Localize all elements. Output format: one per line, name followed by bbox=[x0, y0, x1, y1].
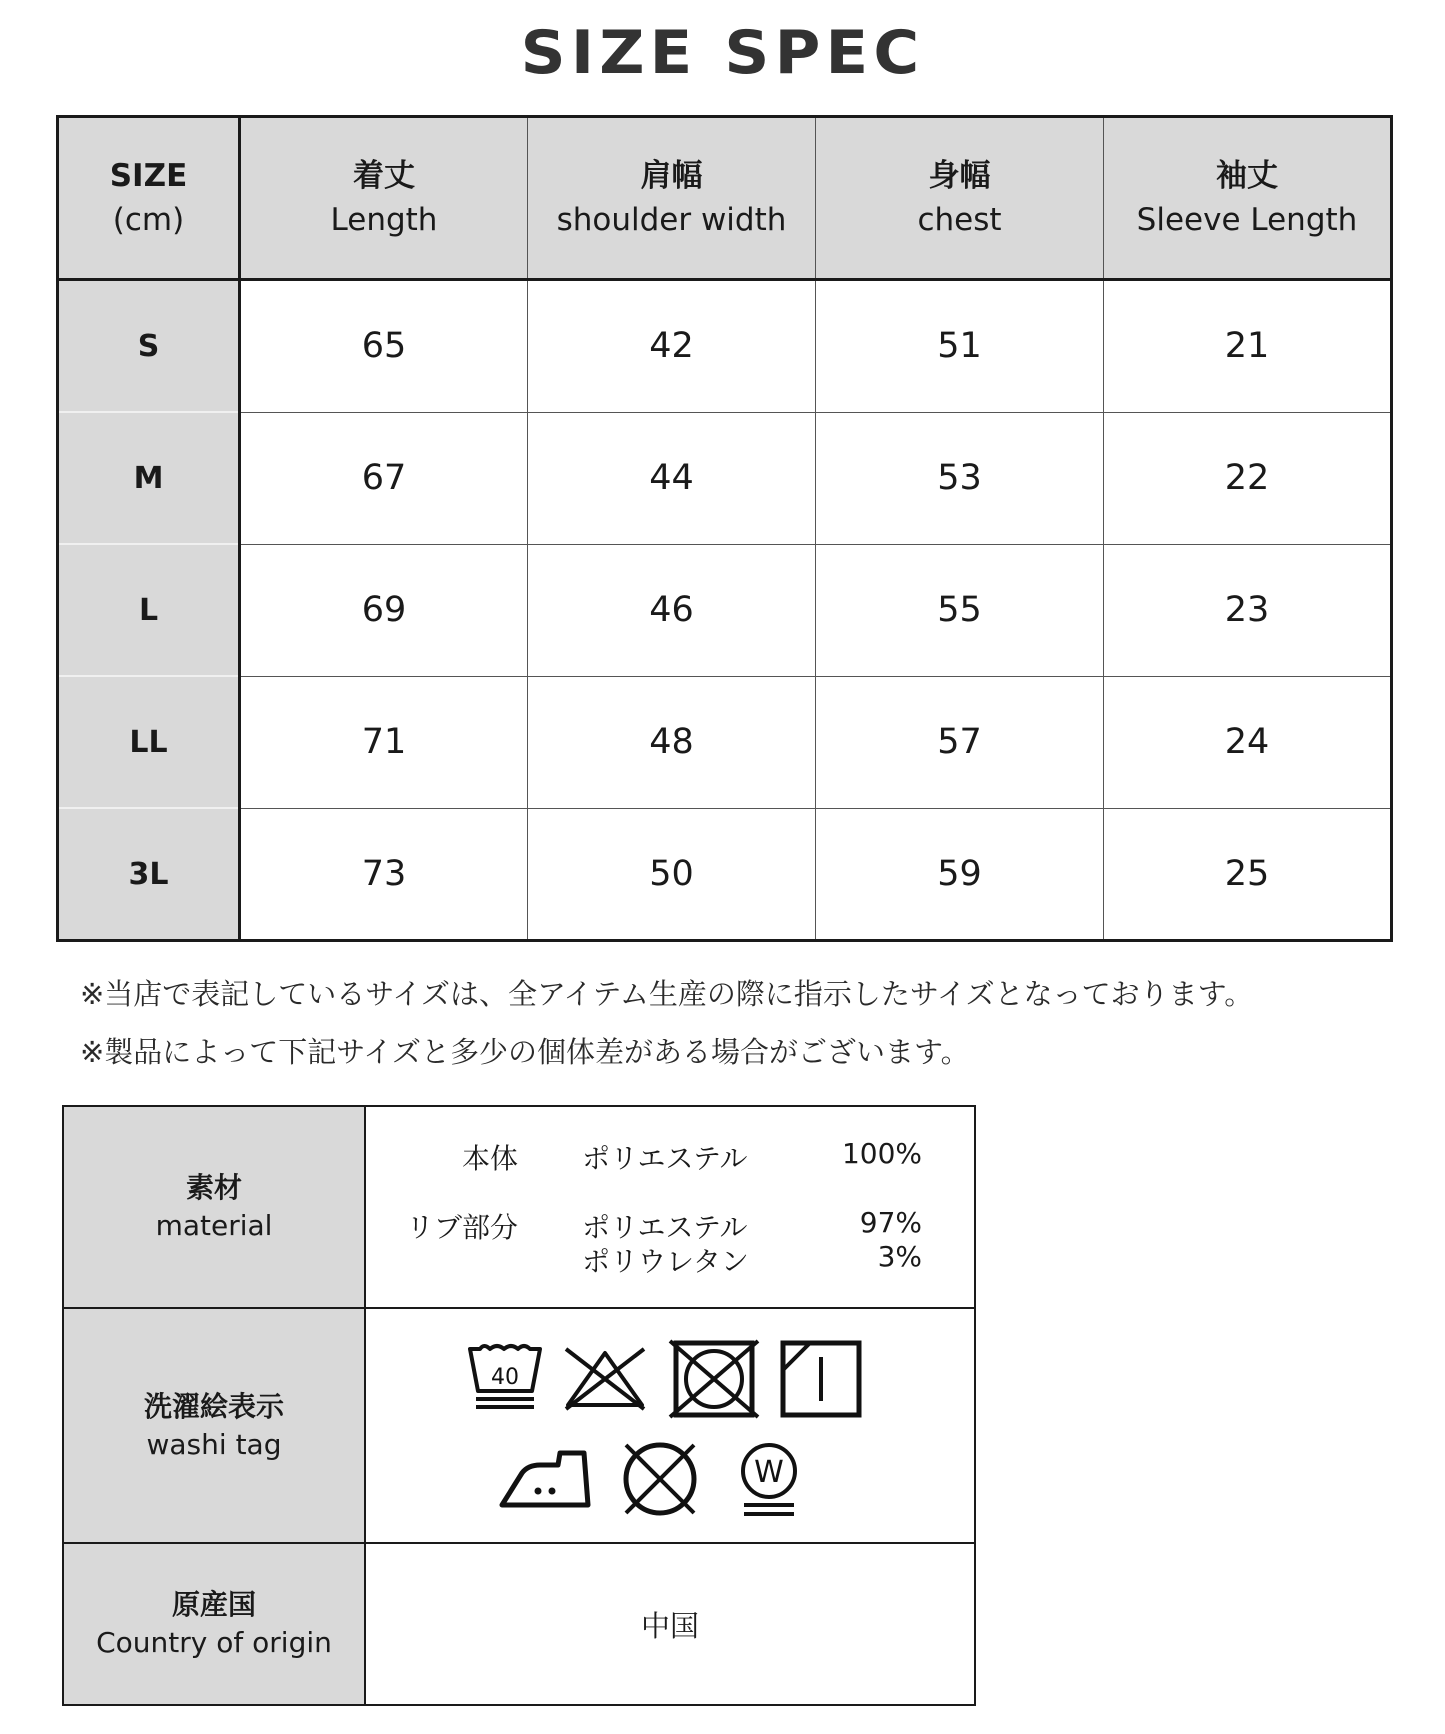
label-ja: 素材 bbox=[185, 1171, 242, 1204]
table-row bbox=[58, 544, 1392, 676]
header-sublabel: Length bbox=[330, 202, 438, 238]
label-en: washi tag bbox=[146, 1427, 282, 1461]
material-fiber: ポリウレタン bbox=[582, 1245, 749, 1278]
size-spec-table bbox=[56, 115, 1393, 942]
size-cell: 3L bbox=[58, 808, 240, 941]
material-value bbox=[365, 1106, 975, 1308]
chest-cell: 55 bbox=[816, 544, 1104, 676]
material-label bbox=[63, 1106, 365, 1308]
material-part: 本体 bbox=[461, 1142, 518, 1175]
wet-clean-icon bbox=[736, 1441, 802, 1519]
sleeve-cell: 24 bbox=[1104, 676, 1392, 808]
chest-cell: 59 bbox=[816, 808, 1104, 941]
wash-40-icon bbox=[466, 1339, 544, 1417]
header-sublabel: Sleeve Length bbox=[1136, 202, 1358, 238]
sleeve-cell: 23 bbox=[1104, 544, 1392, 676]
wash-icons bbox=[365, 1308, 975, 1543]
label-ja: 洗濯絵表示 bbox=[143, 1389, 284, 1423]
page-title: SIZE SPEC bbox=[520, 18, 925, 88]
header-shoulder bbox=[528, 117, 816, 280]
no-tumble-dry-icon bbox=[668, 1339, 760, 1419]
size-cell: LL bbox=[58, 676, 240, 808]
table-row bbox=[58, 676, 1392, 808]
chest-cell: 57 bbox=[816, 676, 1104, 808]
label-ja: 原産国 bbox=[171, 1588, 256, 1621]
sleeve-cell: 21 bbox=[1104, 280, 1392, 413]
length-cell: 67 bbox=[240, 412, 528, 544]
drip-dry-shade-icon bbox=[780, 1339, 862, 1419]
sleeve-cell: 22 bbox=[1104, 412, 1392, 544]
material-fiber: ポリエステル bbox=[582, 1211, 748, 1244]
note-line: ※製品によって下記サイズと多少の個体差がある場合がございます。 bbox=[80, 1035, 970, 1069]
header-sublabel: chest bbox=[917, 202, 1002, 238]
no-dry-clean-icon bbox=[616, 1441, 704, 1517]
chest-cell: 51 bbox=[816, 280, 1104, 413]
header-chest bbox=[816, 117, 1104, 280]
sleeve-cell: 25 bbox=[1104, 808, 1392, 941]
size-cell: L bbox=[58, 544, 240, 676]
header-sublabel: (cm) bbox=[112, 202, 185, 238]
wash-label bbox=[63, 1308, 365, 1543]
header-label: 身幅 bbox=[928, 158, 991, 194]
length-cell: 69 bbox=[240, 544, 528, 676]
shoulder-cell: 48 bbox=[528, 676, 816, 808]
iron-medium-icon bbox=[496, 1443, 596, 1513]
table-row bbox=[58, 412, 1392, 544]
origin-row bbox=[63, 1543, 975, 1705]
chest-cell: 53 bbox=[816, 412, 1104, 544]
shoulder-cell: 42 bbox=[528, 280, 816, 413]
svg-text:W: W bbox=[754, 1455, 784, 1490]
material-percent: 97% bbox=[859, 1206, 922, 1239]
size-notes bbox=[80, 965, 1253, 1081]
shoulder-cell: 46 bbox=[528, 544, 816, 676]
wash-row bbox=[63, 1308, 975, 1543]
note-line: ※当店で表記しているサイズは、全アイテム生産の際に指示したサイズとなっております。 bbox=[80, 977, 1254, 1011]
header-label: 肩幅 bbox=[640, 158, 703, 194]
shoulder-cell: 50 bbox=[528, 808, 816, 941]
length-cell: 71 bbox=[240, 676, 528, 808]
material-percent: 3% bbox=[877, 1240, 922, 1273]
material-row bbox=[63, 1106, 975, 1308]
label-en: Country of origin bbox=[96, 1626, 332, 1659]
origin-label bbox=[63, 1543, 365, 1705]
origin-value: 中国 bbox=[365, 1543, 975, 1705]
shoulder-cell: 44 bbox=[528, 412, 816, 544]
table-row bbox=[58, 808, 1392, 941]
length-cell: 73 bbox=[240, 808, 528, 941]
no-bleach-icon bbox=[562, 1347, 648, 1411]
svg-text:40: 40 bbox=[491, 1365, 519, 1390]
material-fiber: ポリエステル bbox=[582, 1142, 748, 1175]
material-part: リブ部分 bbox=[405, 1211, 518, 1244]
length-cell: 65 bbox=[240, 280, 528, 413]
product-info-table bbox=[62, 1105, 976, 1706]
header-label: 袖丈 bbox=[1216, 158, 1278, 194]
size-cell: M bbox=[58, 412, 240, 544]
label-en: material bbox=[155, 1209, 273, 1242]
header-label: 着丈 bbox=[353, 158, 415, 194]
size-cell: S bbox=[58, 280, 240, 413]
header-size bbox=[58, 117, 240, 280]
header-sublabel: shoulder width bbox=[556, 202, 787, 238]
header-length bbox=[240, 117, 528, 280]
header-sleeve bbox=[1104, 117, 1392, 280]
header-label: SIZE bbox=[109, 158, 188, 194]
table-header-row bbox=[58, 117, 1392, 280]
material-percent: 100% bbox=[841, 1137, 922, 1170]
table-row bbox=[58, 280, 1392, 413]
